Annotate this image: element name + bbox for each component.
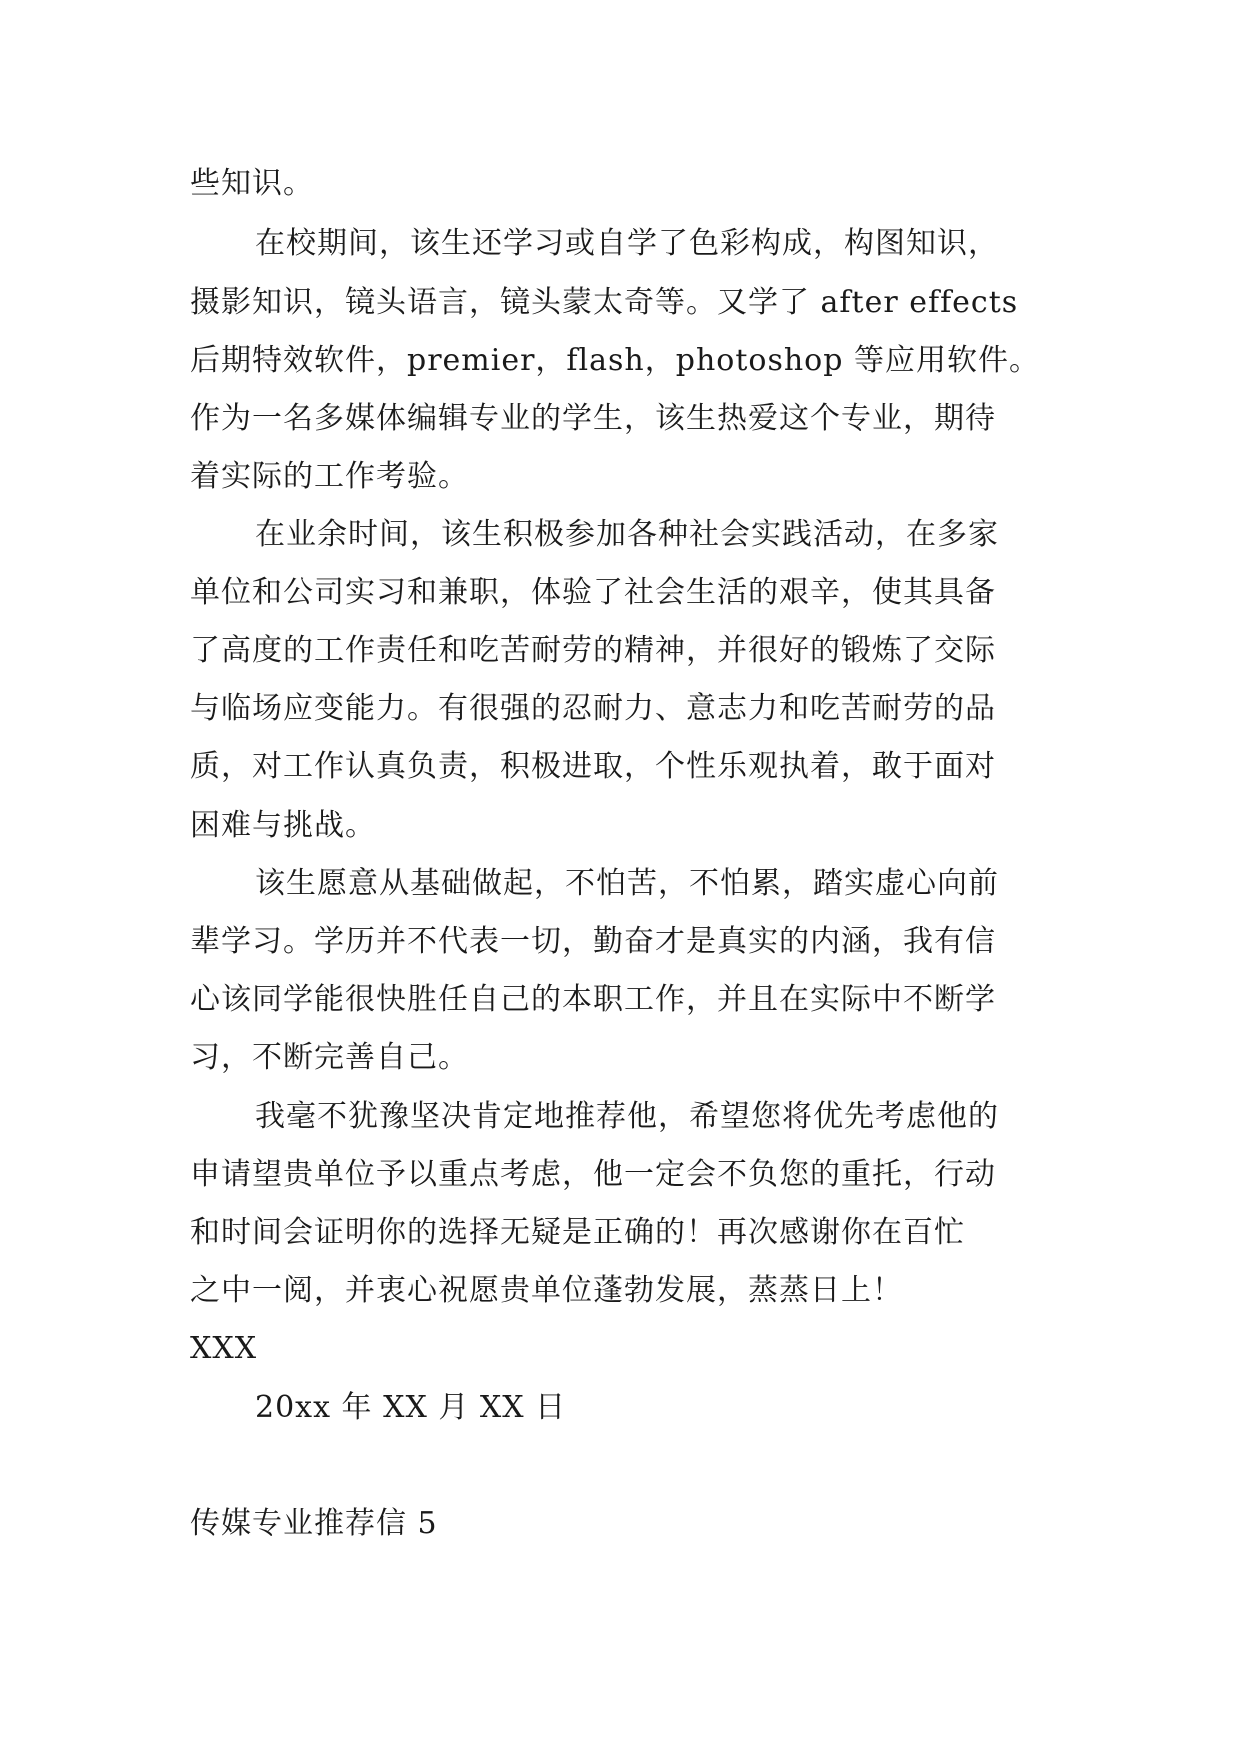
paragraph-4-line-3: 心该同学能很快胜任自己的本职工作，并且在实际中不断学	[190, 982, 996, 1017]
paragraph-1-line-1: 些知识。	[190, 166, 314, 201]
section-heading: 传媒专业推荐信 5	[190, 1506, 438, 1541]
signature-date: 20xx 年 XX 月 XX 日	[255, 1390, 567, 1425]
paragraph-4-line-1: 该生愿意从基础做起，不怕苦，不怕累，踏实虚心向前	[255, 866, 999, 901]
paragraph-5-line-2: 申请望贵单位予以重点考虑，他一定会不负您的重托，行动	[190, 1157, 996, 1192]
paragraph-2-line-2: 摄影知识，镜头语言，镜头蒙太奇等。又学了 after effects	[190, 285, 1019, 320]
paragraph-5-line-4: 之中一阅，并衷心祝愿贵单位蓬勃发展，蒸蒸日上！	[190, 1273, 903, 1308]
paragraph-3-line-1: 在业余时间，该生积极参加各种社会实践活动，在多家	[255, 517, 999, 552]
paragraph-3-line-2: 单位和公司实习和兼职，体验了社会生活的艰辛，使其具备	[190, 575, 996, 610]
paragraph-3-line-3: 了高度的工作责任和吃苦耐劳的精神，并很好的锻炼了交际	[190, 633, 996, 668]
paragraph-3-line-5: 质，对工作认真负责，积极进取，个性乐观执着，敢于面对	[190, 749, 996, 784]
paragraph-3-line-4: 与临场应变能力。有很强的忍耐力、意志力和吃苦耐劳的品	[190, 691, 996, 726]
paragraph-2-line-4: 作为一名多媒体编辑专业的学生，该生热爱这个专业，期待	[190, 401, 996, 436]
paragraph-2-line-3: 后期特效软件，premier，flash，photoshop 等应用软件。	[190, 343, 1040, 378]
paragraph-5-line-1: 我毫不犹豫坚决肯定地推荐他，希望您将优先考虑他的	[255, 1099, 999, 1134]
paragraph-2-line-1: 在校期间，该生还学习或自学了色彩构成，构图知识，	[255, 226, 999, 261]
paragraph-2-line-5: 着实际的工作考验。	[190, 459, 469, 494]
signature-name: XXX	[190, 1331, 258, 1366]
paragraph-5-line-3: 和时间会证明你的选择无疑是正确的！再次感谢你在百忙	[190, 1215, 965, 1250]
paragraph-4-line-2: 辈学习。学历并不代表一切，勤奋才是真实的内涵，我有信	[190, 924, 996, 959]
paragraph-4-line-4: 习，不断完善自己。	[190, 1040, 469, 1075]
paragraph-3-line-6: 困难与挑战。	[190, 808, 376, 843]
